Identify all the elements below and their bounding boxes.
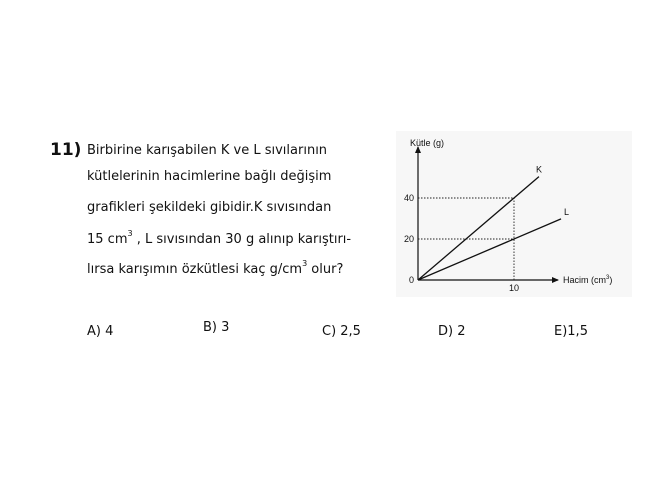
x-axis-label: Hacim $(cm^3)$ xyxy=(563,275,613,285)
x-tick-label-10: 10 xyxy=(508,283,520,293)
line5-part-b: olur? xyxy=(307,262,344,277)
y-tick-label-20: 20 xyxy=(403,234,414,244)
question-text-line-4 xyxy=(87,228,352,247)
series-label-K: K xyxy=(535,164,542,175)
option-e[interactable]: E)1,5 xyxy=(554,324,588,339)
series-line-L xyxy=(418,219,561,280)
line4-part-a: 15 cm xyxy=(87,232,128,247)
series-line-K xyxy=(418,177,539,280)
y-tick-label-0: 0 xyxy=(408,275,414,285)
question-text-line-3: grafikleri şekildeki gibidir.K sıvısından xyxy=(87,200,332,215)
line5-superscript: 3 xyxy=(302,258,308,268)
line4-part-b: , L sıvısından 30 g alınıp karıştırı- xyxy=(132,232,352,247)
y-axis-label: Kütle (g) xyxy=(410,138,445,148)
question-text-line-5 xyxy=(87,258,344,277)
option-a[interactable]: A) 4 xyxy=(87,324,114,339)
line5-part-a: lırsa karışımın özkütlesi kaç g/cm xyxy=(87,262,303,277)
mass-volume-graph xyxy=(396,131,632,297)
line4-superscript: 3 xyxy=(127,228,133,238)
option-c[interactable]: C) 2,5 xyxy=(322,324,361,339)
option-d[interactable]: D) 2 xyxy=(438,324,466,339)
y-tick-label-40: 40 xyxy=(403,193,414,203)
option-b[interactable]: B) 3 xyxy=(203,320,230,335)
question-number: 11) xyxy=(50,140,82,160)
question-text-line-1: Birbirine karışabilen K ve L sıvılarının xyxy=(87,143,328,158)
series-label-L: L xyxy=(564,206,570,217)
question-text-line-2: kütlelerinin hacimlerine bağlı değişim xyxy=(87,169,332,184)
